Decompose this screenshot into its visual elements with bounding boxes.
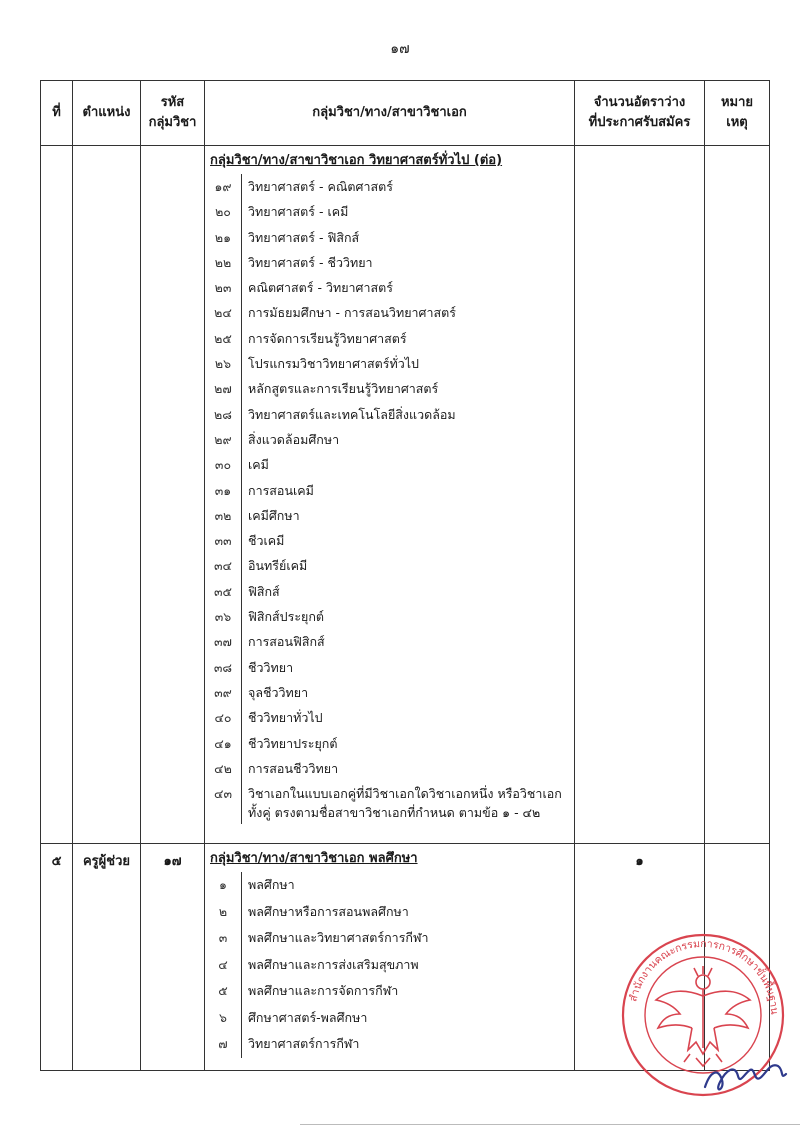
item-number: ๓๕ xyxy=(205,579,242,604)
list-item xyxy=(205,351,574,376)
item-text: เคมี xyxy=(248,457,269,473)
item-text: ชีววิทยาทั่วไป xyxy=(248,710,323,726)
item-text: วิทยาศาสตร์ - ชีววิทยา xyxy=(248,254,373,270)
list-item xyxy=(205,952,574,979)
list-item xyxy=(205,275,574,300)
item-number: ๓๑ xyxy=(205,478,242,503)
item-number: ๖ xyxy=(205,1005,242,1032)
list-item xyxy=(205,528,574,553)
item-number: ๒๓ xyxy=(205,275,242,300)
item-number: ๒๙ xyxy=(205,427,242,452)
item-number: ๓๓ xyxy=(205,528,242,553)
list-item xyxy=(205,174,574,199)
item-text: พลศึกษาและวิทยาศาสตร์การกีฬา xyxy=(248,930,429,945)
item-text: จุลชีววิทยา xyxy=(248,684,309,700)
list-item xyxy=(205,978,574,1005)
list-item xyxy=(205,250,574,275)
positions-table xyxy=(40,80,770,1071)
item-text: วิทยาศาสตร์ - เคมี xyxy=(248,204,349,220)
list-item xyxy=(205,300,574,325)
section2-no: ๕ xyxy=(41,844,73,1071)
item-text: สิ่งแวดล้อมศึกษา xyxy=(248,431,340,447)
list-item xyxy=(205,1031,574,1058)
header-no: ที่ xyxy=(41,81,73,146)
list-item xyxy=(205,553,574,578)
list-item xyxy=(205,781,574,824)
section2-code: ๑๗ xyxy=(141,844,205,1071)
list-item xyxy=(205,1005,574,1032)
item-number: ๒๔ xyxy=(205,300,242,325)
list-item xyxy=(205,629,574,654)
item-number: ๓ xyxy=(205,925,242,952)
list-item xyxy=(205,579,574,604)
list-item xyxy=(205,326,574,351)
item-text: การจัดการเรียนรู้วิทยาศาสตร์ xyxy=(248,330,407,346)
item-number: ๓๗ xyxy=(205,629,242,654)
item-text: พลศึกษาและการส่งเสริมสุขภาพ xyxy=(248,956,419,972)
section1-subject-cell xyxy=(205,146,575,844)
section2-heading: กลุ่มวิชา/ทาง/สาขาวิชาเอก พลศึกษา xyxy=(210,851,418,866)
table-header-row xyxy=(41,81,770,146)
section2-vacancies: ๑ xyxy=(575,844,705,1071)
item-number: ๓๔ xyxy=(205,553,242,578)
item-text: การสอนเคมี xyxy=(248,482,314,498)
item-number: ๒๗ xyxy=(205,376,242,401)
signature-icon xyxy=(700,1052,790,1102)
section2-subject-cell xyxy=(205,844,575,1071)
item-number: ๒ xyxy=(205,899,242,926)
list-item xyxy=(205,452,574,477)
item-text: วิทยาศาสตร์การกีฬา xyxy=(248,1036,360,1051)
item-number: ๔๐ xyxy=(205,705,242,730)
section2-list xyxy=(205,872,574,1058)
item-text: อินทรีย์เคมี xyxy=(248,558,308,574)
item-text: การมัธยมศึกษา - การสอนวิทยาศาสตร์ xyxy=(248,305,456,321)
section1-list xyxy=(205,174,574,824)
list-item xyxy=(205,899,574,926)
item-text: วิทยาศาสตร์ - ฟิสิกส์ xyxy=(248,229,360,245)
item-text: วิชาเอกในแบบเอกคู่ที่มีวิชาเอกใดวิชาเอกหนึ่ง หรือวิชาเอก ทั้งคู่ ตรงตามชื่อสาขาวิชาเอกที่กำหนด ตามข้อ ๑ - ๔๒ xyxy=(248,786,562,821)
page-number: ๑๗ xyxy=(390,41,410,57)
item-text: หลักสูตรและการเรียนรู้วิทยาศาสตร์ xyxy=(248,381,439,397)
item-number: ๒๐ xyxy=(205,199,242,224)
item-number: ๗ xyxy=(205,1031,242,1058)
list-item xyxy=(205,872,574,899)
list-item xyxy=(205,756,574,781)
item-number: ๔๒ xyxy=(205,756,242,781)
item-text: ชีววิทยา xyxy=(248,659,294,675)
item-text: พลศึกษา xyxy=(248,877,295,892)
item-number: ๔๓ xyxy=(205,781,242,824)
item-number: ๒๖ xyxy=(205,351,242,376)
header-position: ตำแหน่ง xyxy=(73,81,141,146)
item-number: ๑๙ xyxy=(205,174,242,199)
list-item xyxy=(205,376,574,401)
table-row xyxy=(41,146,770,844)
item-number: ๒๑ xyxy=(205,225,242,250)
list-item xyxy=(205,604,574,629)
item-number: ๔๑ xyxy=(205,731,242,756)
item-number: ๔ xyxy=(205,952,242,979)
item-text: คณิตศาสตร์ - วิทยาศาสตร์ xyxy=(248,280,393,296)
item-text: ฟิสิกส์ประยุกต์ xyxy=(248,609,325,625)
list-item xyxy=(205,655,574,680)
item-number: ๓๙ xyxy=(205,680,242,705)
item-text: เคมีศึกษา xyxy=(248,507,300,523)
item-text: ศึกษาศาสตร์-พลศึกษา xyxy=(248,1009,368,1025)
section1-heading: กลุ่มวิชา/ทาง/สาขาวิชาเอก วิทยาศาสตร์ทั่วไป (ต่อ) xyxy=(210,153,503,168)
seal-ring-text: สำนักงานคณะกรรมการการศึกษาขั้นพื้นฐาน xyxy=(627,937,781,1015)
item-text: การสอนชีววิทยา xyxy=(248,760,339,776)
list-item xyxy=(205,199,574,224)
list-item xyxy=(205,478,574,503)
item-text: การสอนฟิสิกส์ xyxy=(248,634,325,650)
item-text: ชีววิทยาประยุกต์ xyxy=(248,735,338,751)
header-vacancies: จำนวนอัตราว่าง ที่ประกาศรับสมัคร xyxy=(575,81,705,146)
item-text: พลศึกษาและการจัดการกีฬา xyxy=(248,983,399,998)
item-text: โปรแกรมวิชาวิทยาศาสตร์ทั่วไป xyxy=(248,356,419,372)
header-remark: หมาย เหตุ xyxy=(705,81,770,146)
section2-position: ครูผู้ช่วย xyxy=(73,844,141,1071)
list-item xyxy=(205,680,574,705)
item-text: ฟิสิกส์ xyxy=(248,583,280,599)
list-item xyxy=(205,925,574,952)
item-text: วิทยาศาสตร์ - คณิตศาสตร์ xyxy=(248,179,393,194)
list-item xyxy=(205,402,574,427)
item-number: ๓๖ xyxy=(205,604,242,629)
item-number: ๓๘ xyxy=(205,655,242,680)
item-text: วิทยาศาสตร์และเทคโนโลยีสิ่งแวดล้อม xyxy=(248,406,456,422)
item-number: ๒๘ xyxy=(205,402,242,427)
header-code: รหัส กลุ่มวิชา xyxy=(141,81,205,146)
item-number: ๓๒ xyxy=(205,503,242,528)
item-number: ๓๐ xyxy=(205,452,242,477)
list-item xyxy=(205,705,574,730)
list-item xyxy=(205,225,574,250)
item-text: ชีวเคมี xyxy=(248,533,285,549)
item-number: ๒๒ xyxy=(205,250,242,275)
item-number: ๑ xyxy=(205,872,242,899)
item-text: พลศึกษาหรือการสอนพลศึกษา xyxy=(248,903,409,919)
list-item xyxy=(205,503,574,528)
list-item xyxy=(205,427,574,452)
item-number: ๒๕ xyxy=(205,326,242,351)
footer-divider xyxy=(300,1124,800,1125)
item-number: ๕ xyxy=(205,978,242,1005)
header-subject: กลุ่มวิชา/ทาง/สาขาวิชาเอก xyxy=(205,81,575,146)
list-item xyxy=(205,731,574,756)
